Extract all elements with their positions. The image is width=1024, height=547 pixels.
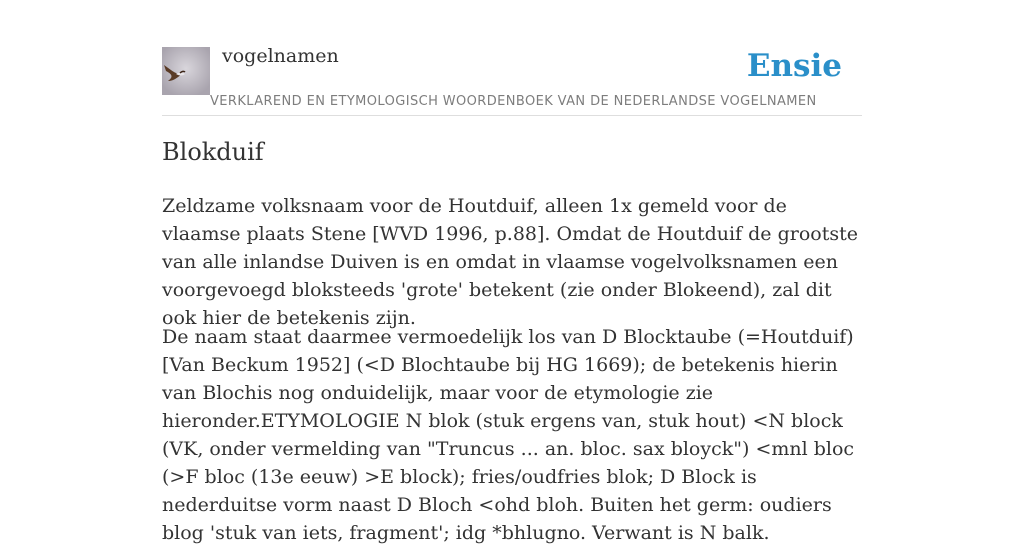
site-subtitle: VERKLAREND EN ETYMOLOGISCH WOORDENBOEK VAN DE NEDERLANDSE VOGELNAMEN	[210, 94, 817, 109]
article-paragraph: Zeldzame volksnaam voor de Houtduif, alleen 1x gemeld voor de vlaamse plaats Stene [WVD 1996, p.88]. Omdat de Houtduif de grootste van alle inlandse Duiven is en omdat in vlaamse vogelvolksnamen een voorgevoegd bloksteeds 'grote' betekent (zie onder Blokeend), zal dit ook hier de betekenis zijn.	[162, 195, 858, 329]
page-container	[162, 0, 862, 544]
author-avatar[interactable]	[162, 47, 210, 95]
page-title: Blokduif	[162, 138, 264, 166]
article-paragraph: De naam staat daarmee vermoedelijk los van D Blocktaube (=Houtduif) [Van Beckum 1952] (<D Blochtaube bij HG 1669); de betekenis hierin van Blochis nog onduidelijk, maar voor de etymologie zie hieronder.ETYMOLOGIE N blok (stuk ergens van, stuk hout) <N block (VK, onder vermelding van "Truncus ... an. bloc. sax bloyck") <mnl bloc (>F bloc (13e eeuw) >E block); fries/oudfries blok; D Block is nederduitse vorm naast D Bloch <ohd bloh. Buiten het germ: oudiers blog 'stuk van iets, fragment'; idg *bhlugno. Verwant is N balk.	[162, 326, 855, 544]
brand-logo-link[interactable]: Ensie	[746, 48, 842, 84]
header	[162, 0, 862, 116]
bird-in-flight-avatar-icon	[162, 47, 210, 95]
author-name-link[interactable]: vogelnamen	[222, 45, 339, 67]
